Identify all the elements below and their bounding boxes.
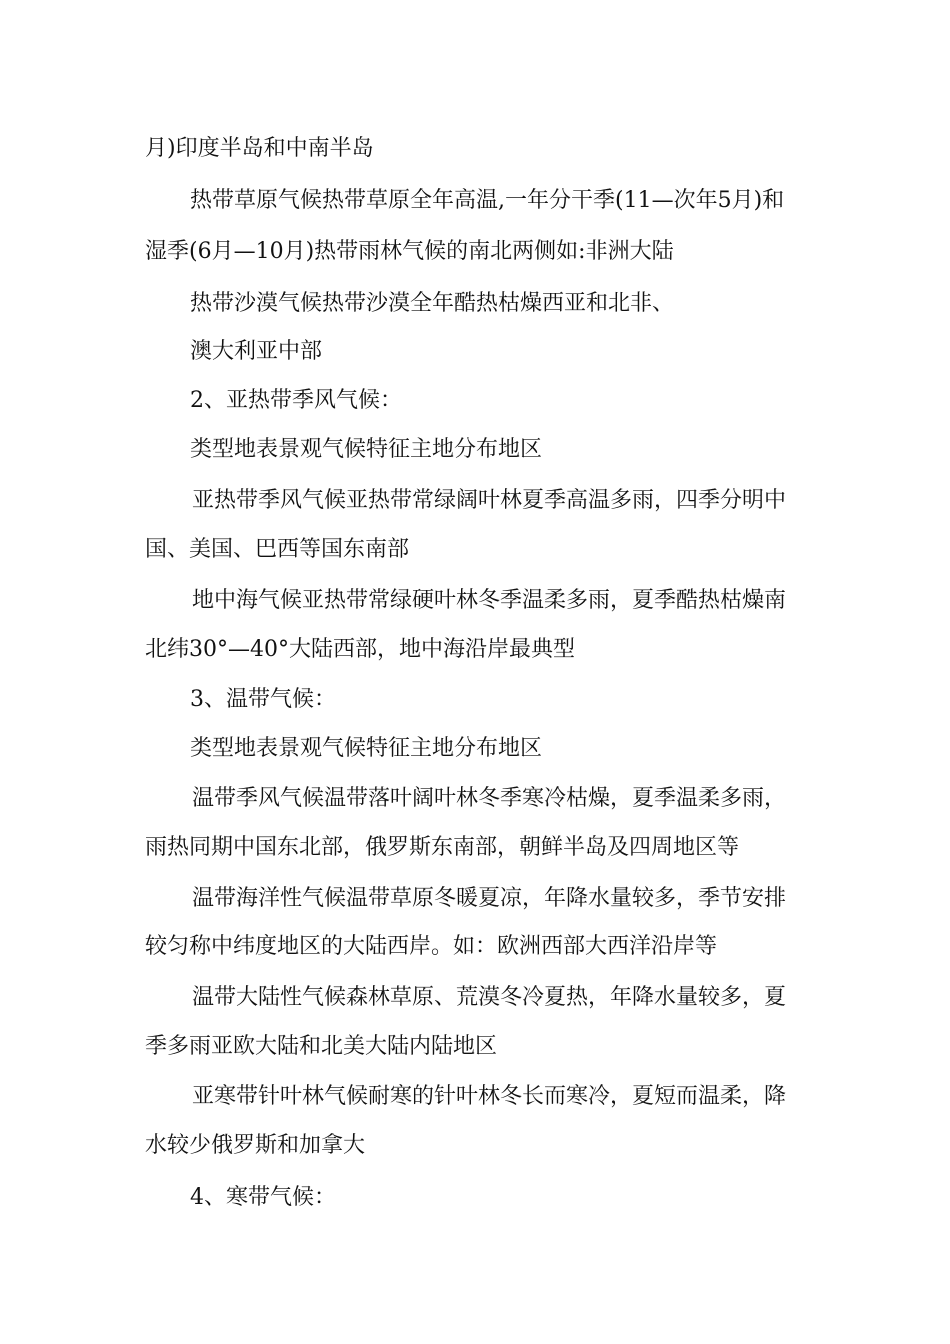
- text-line: 热带草原气候热带草原全年高温,一年分干季(11—次年5月)和: [190, 188, 785, 213]
- text-line: 地中海气候亚热带常绿硬叶林冬季温柔多雨，夏季酷热枯燥南: [192, 588, 787, 613]
- section-heading: 2、亚热带季风气候：: [190, 388, 402, 413]
- text-line: 类型地表景观气候特征主地分布地区: [190, 736, 543, 761]
- text-line: 亚寒带针叶林气候耐寒的针叶林冬长而寒冷，夏短而温柔，降: [192, 1084, 787, 1109]
- text-line: 热带沙漠气候热带沙漠全年酷热枯燥西亚和北非、: [190, 291, 675, 316]
- text-line: 水较少俄罗斯和加拿大: [145, 1133, 366, 1158]
- text-line: 温带海洋性气候温带草原冬暖夏凉，年降水量较多，季节安排: [192, 886, 787, 911]
- text-line: 较匀称中纬度地区的大陆西岸。如：欧洲西部大西洋沿岸等: [145, 934, 718, 959]
- text-line: 季多雨亚欧大陆和北美大陆内陆地区: [145, 1034, 498, 1059]
- text-line: 温带大陆性气候森林草原、荒漠冬冷夏热，年降水量较多，夏: [192, 985, 787, 1010]
- text-line: 亚热带季风气候亚热带常绿阔叶林夏季高温多雨，四季分明中: [192, 488, 787, 513]
- section-heading: 3、温带气候：: [190, 687, 336, 712]
- text-line: 温带季风气候温带落叶阔叶林冬季寒冷枯燥，夏季温柔多雨，: [192, 786, 787, 811]
- text-line: 北纬30°—40°大陆西部，地中海沿岸最典型: [145, 637, 575, 662]
- text-line: 澳大利亚中部: [190, 339, 323, 364]
- section-heading: 4、寒带气候：: [190, 1185, 336, 1210]
- text-line: 类型地表景观气候特征主地分布地区: [190, 437, 543, 462]
- text-line: 月)印度半岛和中南半岛: [145, 136, 374, 161]
- text-line: 国、美国、巴西等国东南部: [145, 537, 410, 562]
- text-line: 湿季(6月—10月)热带雨林气候的南北两侧如:非洲大陆: [145, 239, 674, 264]
- text-line: 雨热同期中国东北部，俄罗斯东南部，朝鲜半岛及四周地区等: [145, 835, 740, 860]
